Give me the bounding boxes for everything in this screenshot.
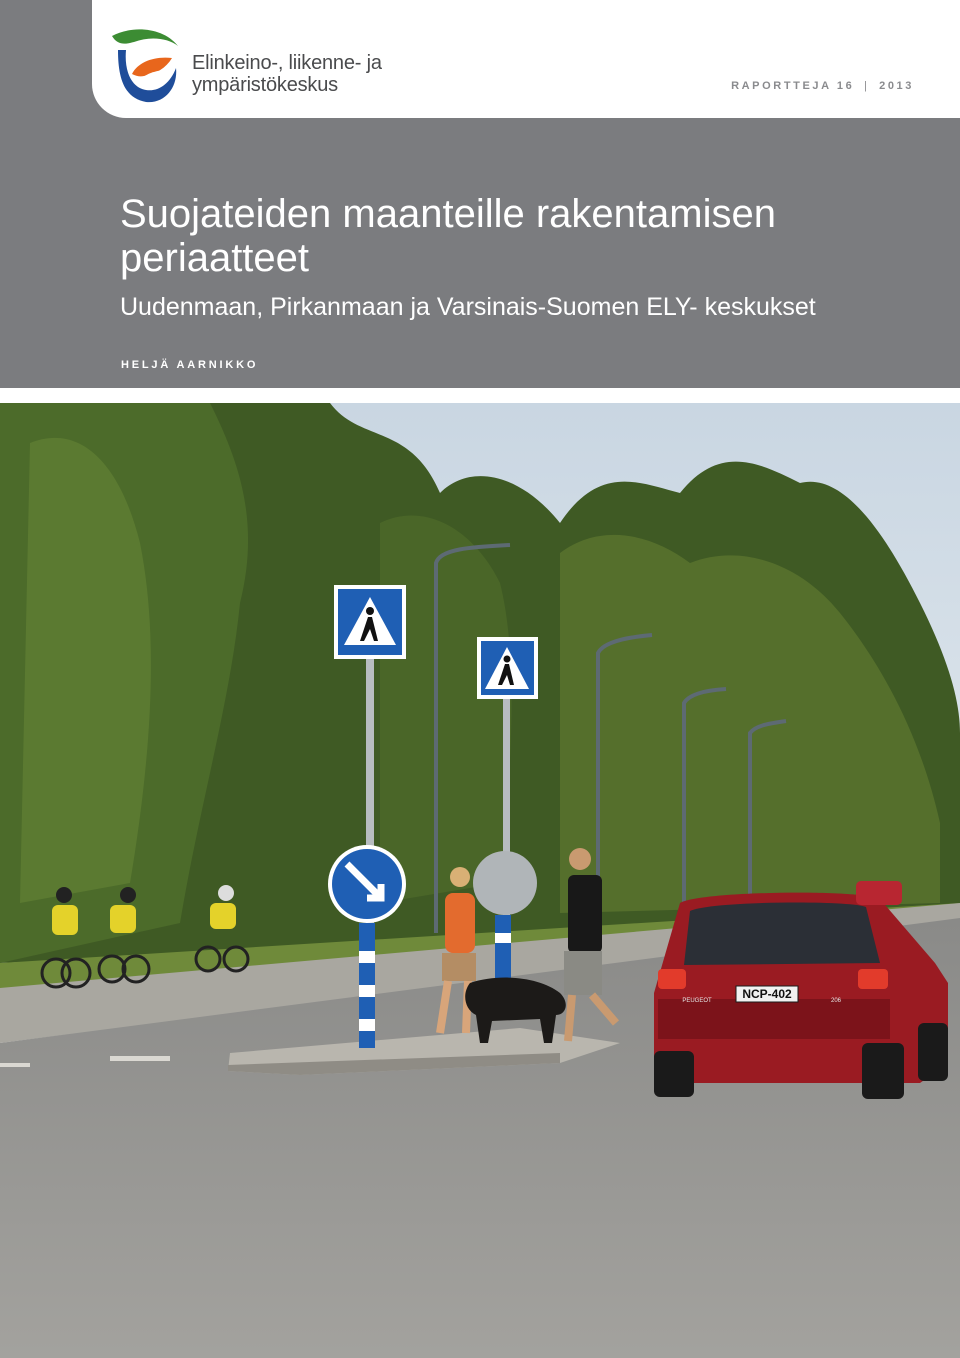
car-model: 206	[830, 998, 842, 1004]
license-plate-text: NCP-402	[742, 987, 792, 1001]
organization-name	[192, 52, 382, 96]
report-author: HELJÄ AARNIKKO	[121, 359, 259, 371]
series-separator: |	[864, 80, 870, 92]
header-band	[0, 0, 960, 388]
logo-card	[92, 0, 960, 118]
cover-photo	[0, 403, 960, 1358]
report-title: Suojateiden maanteille rakentamisen periaatteet	[120, 192, 776, 280]
organization-name-line2: ympäristökeskus	[192, 74, 338, 96]
road-marking	[110, 1056, 170, 1061]
series-label	[731, 80, 914, 92]
ely-logo-icon	[110, 28, 182, 104]
series-name: RAPORTTEJA	[731, 80, 832, 92]
organization-name-line1: Elinkeino-, liikenne- ja	[192, 52, 382, 74]
road-marking	[0, 1063, 30, 1067]
car-badge: PEUGEOT	[682, 998, 712, 1004]
distant-car	[856, 881, 902, 905]
series-number: 16	[836, 80, 855, 92]
series-year: 2013	[879, 80, 914, 92]
report-subtitle: Uudenmaan, Pirkanmaan ja Varsinais-Suomen ELY- keskukset	[120, 293, 816, 321]
